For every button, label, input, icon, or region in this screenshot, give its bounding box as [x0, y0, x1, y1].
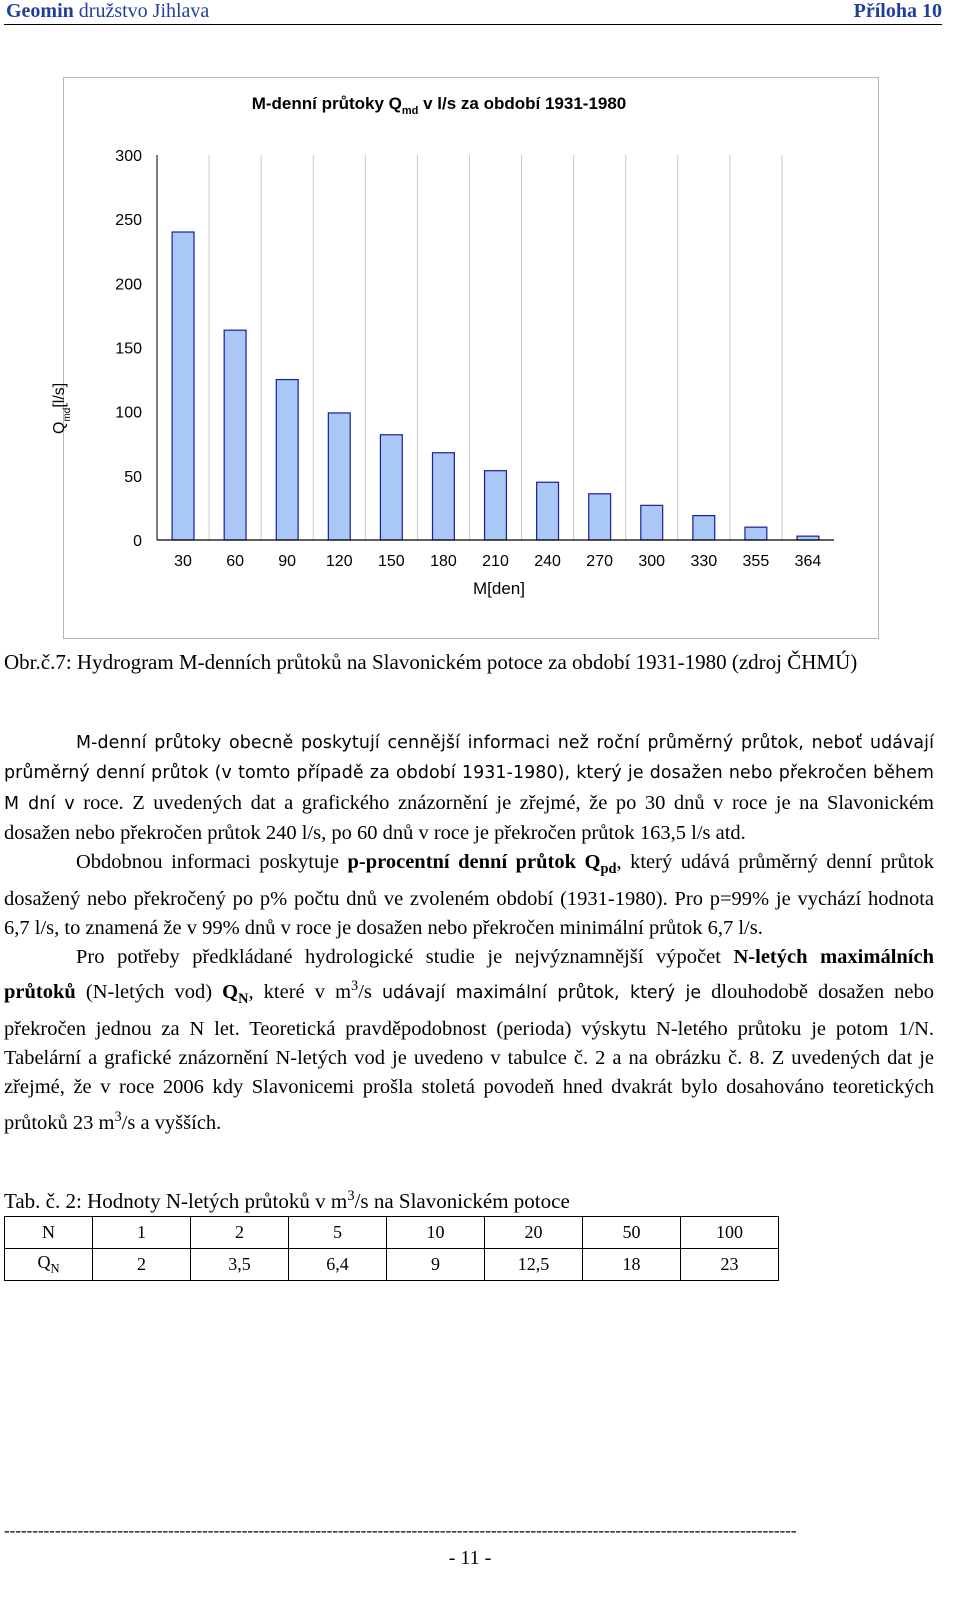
paragraph-3	[4, 943, 934, 1138]
y-tick-label: 300	[115, 148, 142, 165]
table-row-qn	[5, 1249, 779, 1281]
bar-chart	[51, 78, 878, 638]
table-cell: 100	[681, 1217, 779, 1249]
paragraph-3-bold-1: N-letých maximálních průtoků	[4, 946, 934, 1004]
body-text	[4, 728, 934, 1138]
paragraph-3-text-b: (N-letých vod)	[75, 981, 223, 1004]
header-company-bold: Geomin	[6, 0, 74, 22]
paragraph-3-text-d: /s	[358, 981, 382, 1004]
header-appendix: Příloha 10	[853, 0, 942, 22]
bar	[745, 527, 767, 540]
table-cell: 23	[681, 1249, 779, 1281]
table-cell: 1	[93, 1217, 191, 1249]
x-tick-label: 364	[794, 553, 822, 570]
x-tick-label: 90	[278, 553, 297, 570]
table-cell: 3,5	[191, 1249, 289, 1281]
chart-title: M-denní průtoky $Q_{md}$ v l/s za období 1931-1980	[251, 94, 627, 117]
table-cell: 50	[583, 1217, 681, 1249]
y-tick-label: 150	[115, 340, 142, 358]
x-tick-label: 355	[742, 553, 770, 570]
bar	[380, 435, 402, 540]
table-row-n	[5, 1217, 779, 1249]
header-company-rest: družstvo Jihlava	[78, 0, 210, 22]
paragraph-3-sup-2: 3	[114, 1108, 122, 1125]
table-cell: 9	[387, 1249, 485, 1281]
header-company	[6, 0, 209, 23]
x-tick-label: 120	[325, 553, 353, 570]
n-year-flows-table	[4, 1216, 779, 1281]
table-cell: 10	[387, 1217, 485, 1249]
paragraph-1-sans: M-denní průtoky obecně poskytují cennější informaci než roční průměrný průtok, neboť udávají průměrný denní průtok (v tomto případě za období 1931-1980), který je dosažen nebo překročen během M dní v	[4, 733, 934, 814]
paragraph-3-sup-1: 3	[351, 978, 359, 995]
x-axis-label: M[den]	[473, 579, 525, 598]
table-row-label: $Q_N$	[5, 1249, 93, 1281]
x-tick-label: 240	[534, 553, 561, 570]
bar	[276, 380, 298, 540]
bar	[172, 232, 194, 540]
bar	[693, 516, 715, 540]
figure-caption: Obr.č.7: Hydrogram M-denních průtoků na Slavonickém potoce za období 1931-1980 (zdroj ČHMÚ)	[4, 650, 858, 674]
paragraph-1	[4, 728, 934, 848]
y-tick-label: 50	[124, 468, 142, 486]
table-row-label: N	[5, 1217, 93, 1249]
table-cell: 12,5	[485, 1249, 583, 1281]
y-tick-label: 250	[115, 212, 142, 230]
paragraph-2-text-a: Obdobnou informaci poskytuje	[76, 851, 348, 874]
table-cell: 6,4	[289, 1249, 387, 1281]
table-cell: 20	[485, 1217, 583, 1249]
paragraph-3-text-a: Pro potřeby předkládané hydrologické studie je nejvýznamnější výpočet	[76, 946, 734, 969]
x-tick-label: 270	[586, 553, 614, 570]
chart-frame	[51, 77, 879, 639]
paragraph-3-text-e: dlouhodobě dosažen nebo překročen jednou za N let. Teoretická pravděpodobnost (perioda) výskytu N-letého průtoku je potom 1/N. Tabelární a grafické znázornění N-letých vod je uvedeno v tabulce č. 2 a na obrázku č. 8. Z uvedených dat je zřejmé, že v roce 2006 kdy Slavonicemi prošla stoletá povodeň hned dvakrát bylo dosahováno teoretických průtoků 23 m	[4, 981, 934, 1134]
bar	[485, 471, 507, 540]
x-tick-label: 300	[638, 553, 666, 570]
page-header	[4, 0, 942, 25]
paragraph-1-serif: roce. Z uvedených dat a grafického znázornění je zřejmé, že po 30 dnů v roce je na Slavonickém dosažen nebo překročen průtok 240 l/s, po 60 dnů v roce je překročen průtok 163,5 l/s atd.	[4, 791, 934, 844]
bar	[328, 413, 350, 540]
paragraph-3-text-c: , které v m	[248, 981, 352, 1004]
x-tick-label: 180	[430, 553, 457, 570]
y-tick-label: 200	[115, 276, 142, 294]
bar	[432, 453, 454, 540]
table-cell: 18	[583, 1249, 681, 1281]
y-tick-label: 0	[133, 533, 142, 550]
bar	[589, 494, 611, 540]
bar	[537, 482, 559, 540]
x-tick-label: 330	[690, 553, 718, 570]
paragraph-3-bold-2: $Q_N$	[222, 981, 249, 1008]
x-tick-label: 30	[174, 553, 192, 570]
paragraph-2-bold: p-procentní denní průtok $Q_{pd}$	[347, 851, 617, 878]
paragraph-3-text-f: /s a vyšších.	[121, 1111, 222, 1134]
y-tick-label: 100	[115, 404, 142, 422]
table-cell: 2	[93, 1249, 191, 1281]
x-tick-label: 210	[482, 553, 509, 570]
page-number: - 11 -	[448, 1547, 492, 1569]
footer-rule: --------------------------------------------------------------------------------------------------------------------------------------------	[4, 1521, 797, 1540]
y-axis-label: $Q_{md}[l/s]$	[51, 382, 73, 434]
plot-area	[115, 148, 834, 570]
table-cell: 2	[191, 1217, 289, 1249]
paragraph-2	[4, 848, 934, 943]
bar	[641, 505, 663, 540]
x-tick-label: 150	[377, 553, 405, 570]
paragraph-3-sans: udávají maximální průtok, který je	[381, 983, 702, 1004]
paragraph-2-text-b: , který udává průměrný denní průtok dosažený nebo překročený po p% počtu dnů ve zvoleném období (1931-1980). Pro p=99% je vychází hodnota 6,7 l/s, to znamená že v 99% dnů v roce je dosažen nebo překročen minimální průtok 6,7 l/s.	[4, 851, 934, 939]
table-cell: 5	[289, 1217, 387, 1249]
table-caption: Tab. č. 2: Hodnoty N-letých průtoků v $m^3/s$ na Slavonickém potoce	[4, 1188, 570, 1213]
bar	[224, 330, 246, 540]
x-tick-label: 60	[226, 553, 245, 570]
